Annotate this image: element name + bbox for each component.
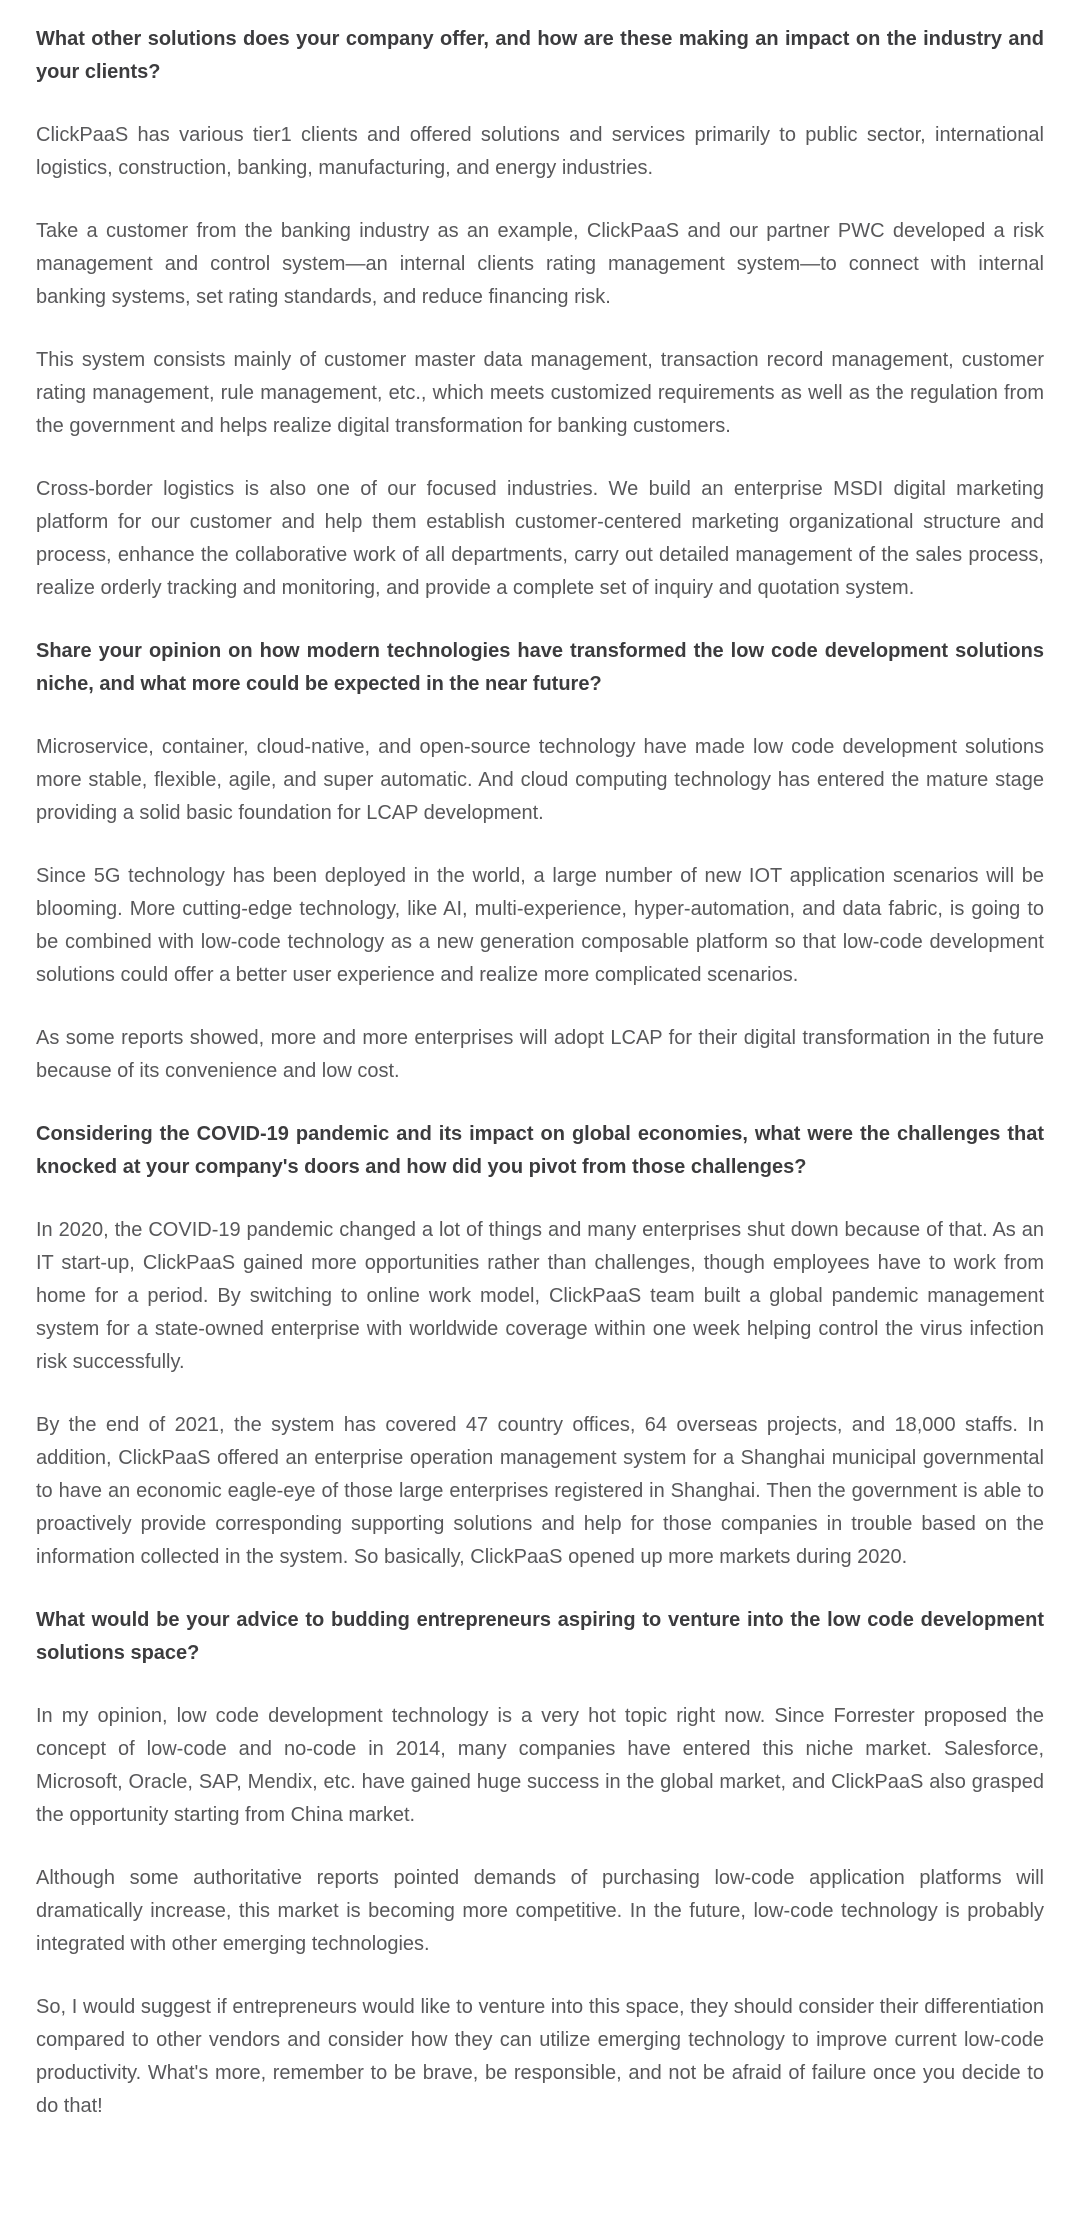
question-heading: What other solutions does your company offer, and how are these making an impact on the industry and your clients? — [36, 28, 1044, 83]
question-heading: What would be your advice to budding entrepreneurs aspiring to venture into the low code development solutions space? — [36, 1609, 1044, 1664]
answer-paragraph: Cross-border logistics is also one of our focused industries. We build an enterprise MSDI digital marketing platform for our customer and help them establish customer-centered marketing organizational structure and process, enhance the collaborative work of all departments, carry out detailed management of the sales process, realize orderly tracking and monitoring, and provide a complete set of inquiry and quotation system. — [36, 478, 1044, 599]
answer-paragraph: ClickPaaS has various tier1 clients and offered solutions and services primarily to public sector, international logistics, construction, banking, manufacturing, and energy industries. — [36, 124, 1044, 179]
answer-paragraph: In my opinion, low code development technology is a very hot topic right now. Since Forrester proposed the concept of low-code and no-code in 2014, many companies have entered this niche market. Salesforce, Microsoft, Oracle, SAP, Mendix, etc. have gained huge success in the global market, and ClickPaaS also grasped the opportunity starting from China market. — [36, 1705, 1044, 1826]
answer-paragraph: As some reports showed, more and more enterprises will adopt LCAP for their digital transformation in the future because of its convenience and low cost. — [36, 1027, 1044, 1082]
qa-section-modern-technologies — [36, 635, 1044, 1088]
question-heading: Share your opinion on how modern technologies have transformed the low code development solutions niche, and what more could be expected in the near future? — [36, 640, 1044, 695]
answer-paragraph: Microservice, container, cloud-native, and open-source technology have made low code development solutions more stable, flexible, agile, and super automatic. And cloud computing technology has entered the mature stage providing a solid basic foundation for LCAP development. — [36, 736, 1044, 824]
answer-paragraph: Since 5G technology has been deployed in the world, a large number of new IOT application scenarios will be blooming. More cutting-edge technology, like AI, multi-experience, hyper-automation, and data fabric, is going to be combined with low-code technology as a new generation composable platform so that low-code development solutions could offer a better user experience and realize more complicated scenarios. — [36, 865, 1044, 986]
qa-section-entrepreneur-advice — [36, 1604, 1044, 2123]
answer-paragraph: Although some authoritative reports pointed demands of purchasing low-code application platforms will dramatically increase, this market is becoming more competitive. In the future, low-code technology is probably integrated with other emerging technologies. — [36, 1867, 1044, 1955]
qa-section-covid-challenges — [36, 1118, 1044, 1574]
question-heading: Considering the COVID-19 pandemic and its impact on global economies, what were the challenges that knocked at your company's doors and how did you pivot from those challenges? — [36, 1123, 1044, 1178]
answer-paragraph: So, I would suggest if entrepreneurs would like to venture into this space, they should consider their differentiation compared to other vendors and consider how they can utilize emerging technology to improve current low-code productivity. What's more, remember to be brave, be responsible, and not be afraid of failure once you decide to do that! — [36, 1996, 1044, 2117]
answer-paragraph: In 2020, the COVID-19 pandemic changed a lot of things and many enterprises shut down because of that. As an IT start-up, ClickPaaS gained more opportunities rather than challenges, though employees have to work from home for a period. By switching to online work model, ClickPaaS team built a global pandemic management system for a state-owned enterprise with worldwide coverage within one week helping control the virus infection risk successfully. — [36, 1219, 1044, 1373]
answer-paragraph: This system consists mainly of customer master data management, transaction record management, customer rating management, rule management, etc., which meets customized requirements as well as the regulation from the government and helps realize digital transformation for banking customers. — [36, 349, 1044, 437]
answer-paragraph: By the end of 2021, the system has covered 47 country offices, 64 overseas projects, and 18,000 staffs. In addition, ClickPaaS offered an enterprise operation management system for a Shanghai municipal governmental to have an economic eagle-eye of those large enterprises registered in Shanghai. Then the government is able to proactively provide corresponding supporting solutions and help for those companies in trouble based on the information collected in the system. So basically, ClickPaaS opened up more markets during 2020. — [36, 1414, 1044, 1568]
qa-section-solutions — [36, 23, 1044, 605]
answer-paragraph: Take a customer from the banking industry as an example, ClickPaaS and our partner PWC developed a risk management and control system—an internal clients rating management system—to connect with internal banking systems, set rating standards, and reduce financing risk. — [36, 220, 1044, 308]
